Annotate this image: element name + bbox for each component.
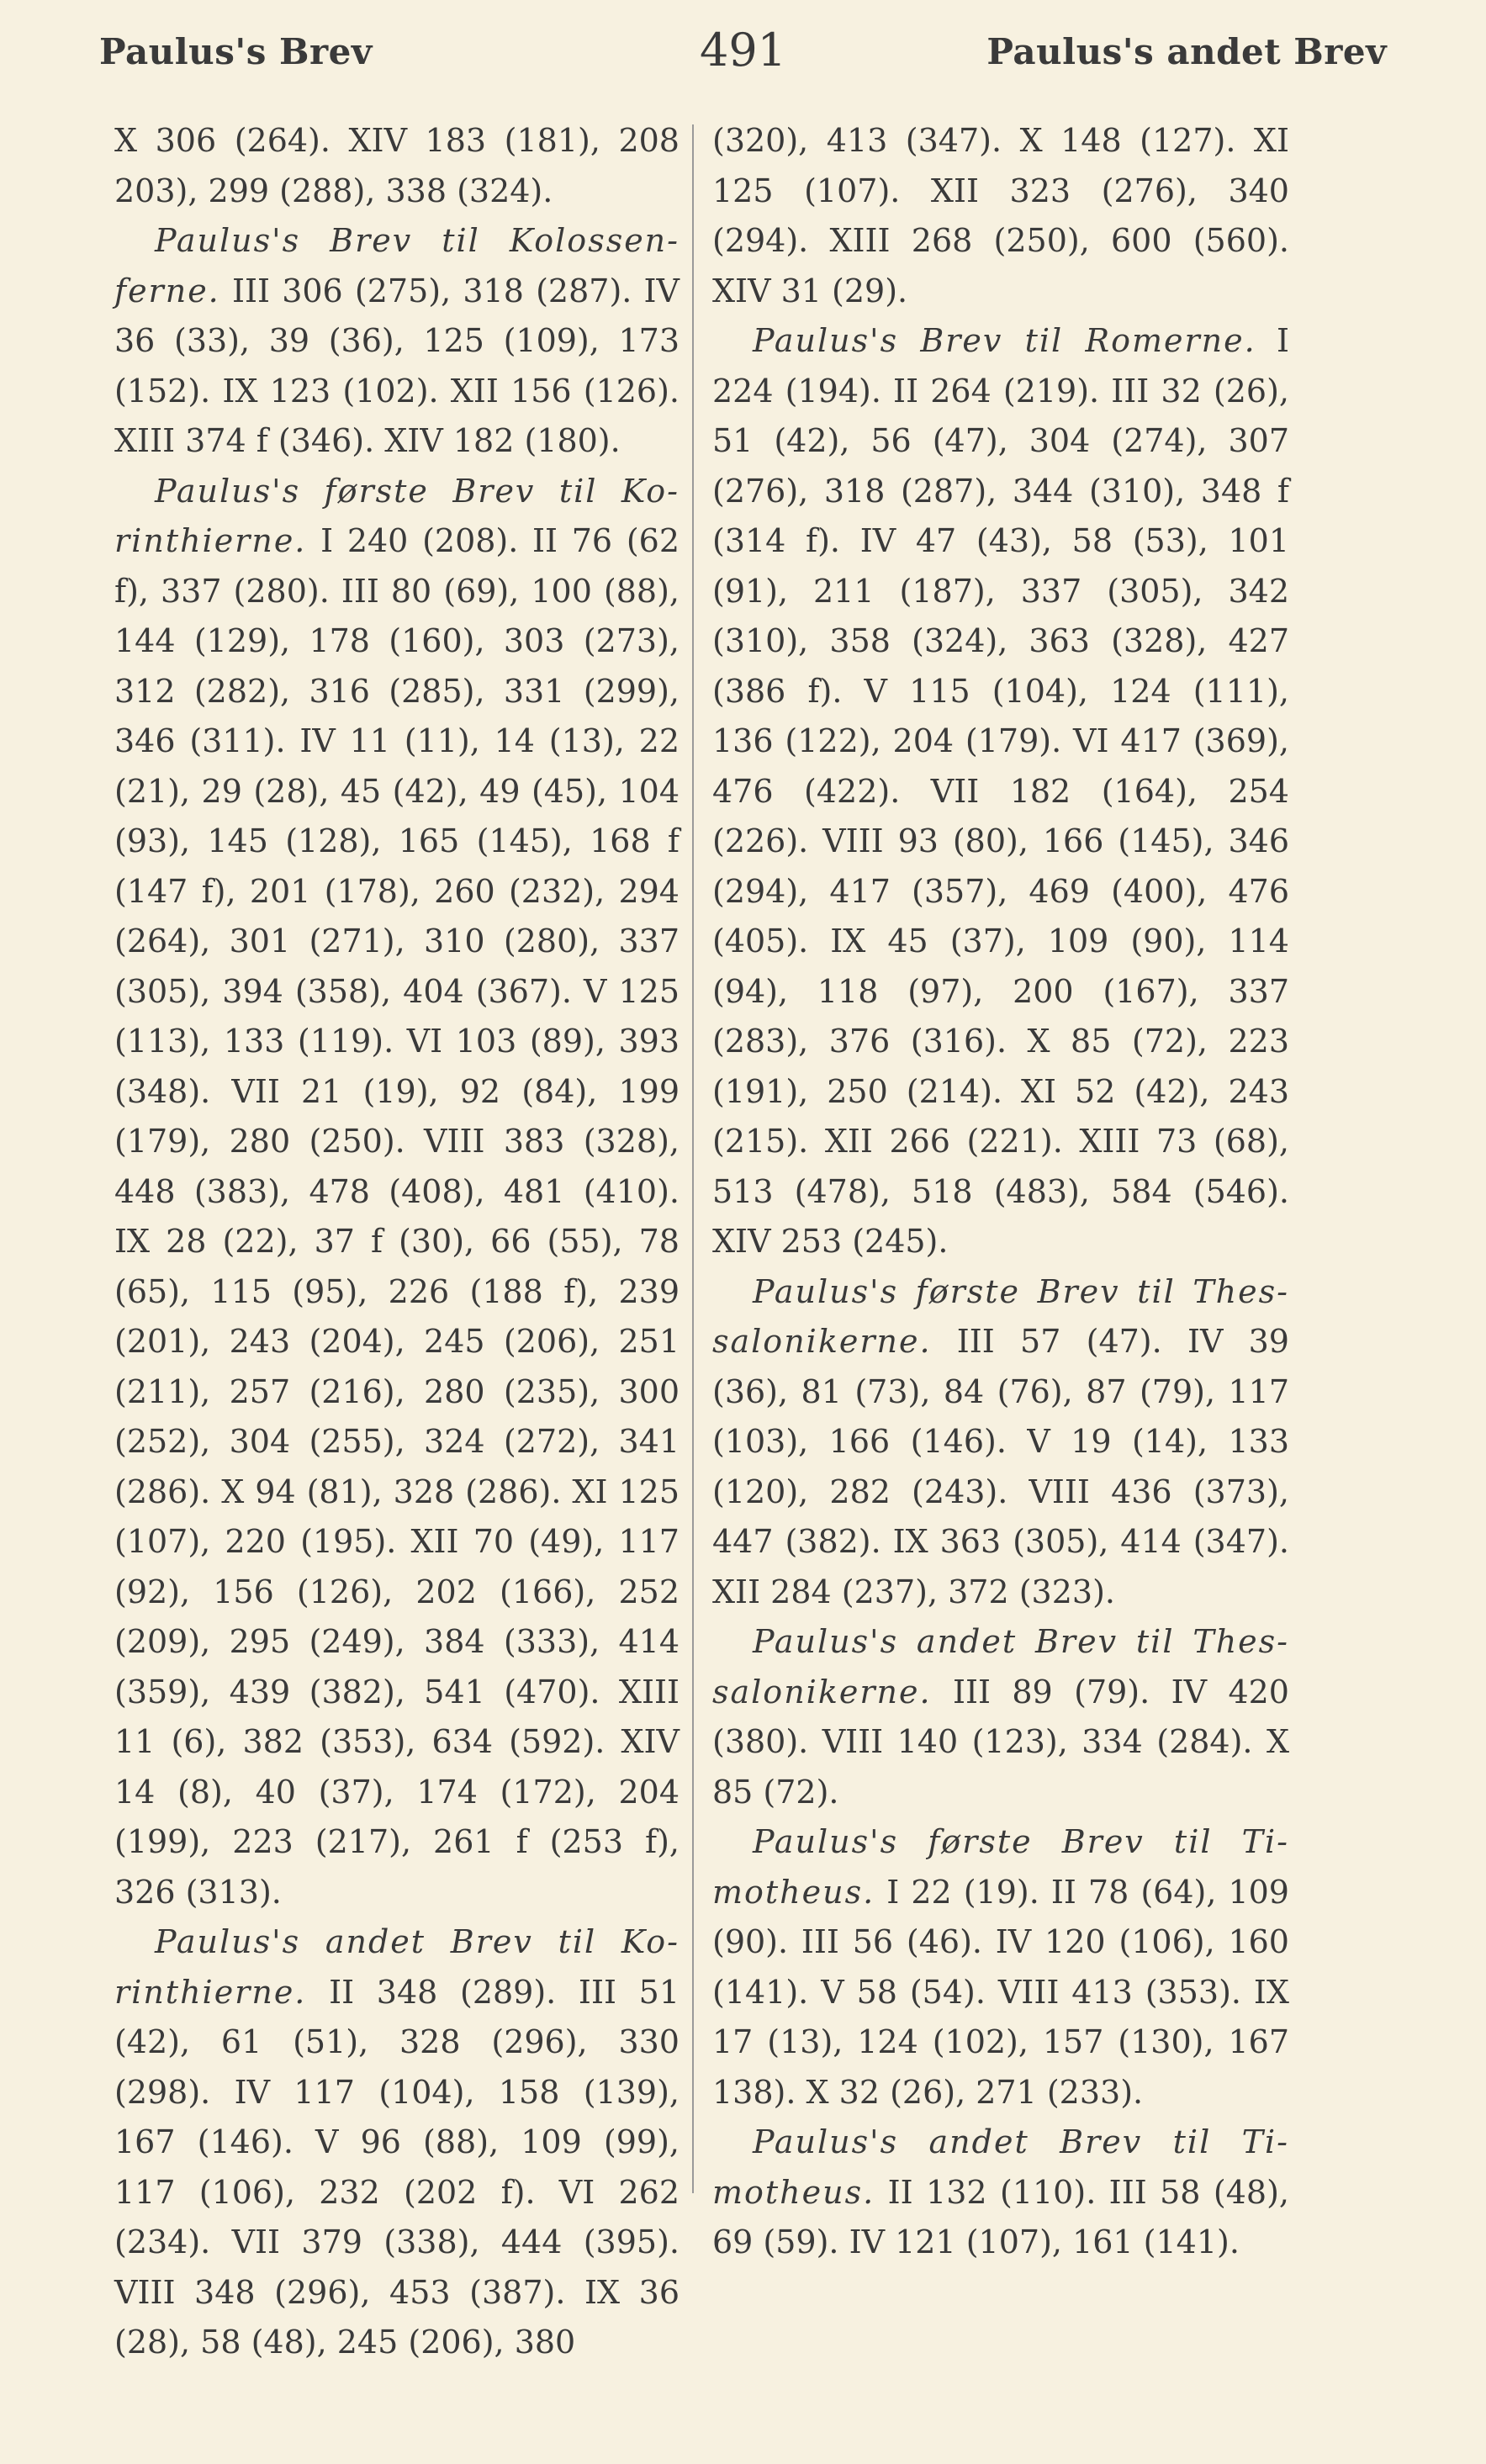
running-header (99, 22, 1387, 81)
entry-references: X 306 (264). XIV 183 (181), 208 203), 299 (288), 338 (324). (114, 122, 680, 209)
index-entry (114, 1917, 680, 2368)
entry-references: III 306 (275), 318 (287). IV 36 (33), 39 (36), 125 (109), 173 (152). IX 123 (102). XII 156 (126). XIII 374 f (346). XIV 182 (180). (114, 272, 680, 459)
entry-title: Paulus's første Brev til Thes-salonikerne. (712, 1272, 1289, 1360)
entry-references: II 132 (110). III 58 (48), 69 (59). IV 121 (107), 161 (141). (712, 2173, 1289, 2260)
index-entry (712, 1267, 1289, 1618)
index-entry (712, 2118, 1289, 2268)
entry-references: I 224 (194). II 264 (219). III 32 (26), 51 (42), 56 (47), 304 (274), 307 (276), 318 (287), 344 (310), 348 f (314 f). IV 47 (43), 58 (53), 101 (91), 211 (187), 337 (305), 342 (310), 358 (324), 363 (328), 427 (386 f). V 115 (104), 124 (111), 136 (122), 204 (179). VI 417 (369), 476 (422). VII 182 (164), 254 (226). VIII 93 (80), 166 (145), 346 (294), 417 (357), 469 (400), 476 (405). IX 45 (37), 109 (90), 114 (94), 118 (97), 200 (167), 337 (283), 376 (316). X 85 (72), 223 (191), 250 (214). XI 52 (42), 243 (215). XII 266 (221). XIII 73 (68), 513 (478), 518 (483), 584 (546). XIV 253 (245). (712, 322, 1289, 1260)
index-entry (114, 116, 680, 216)
left-column (114, 116, 680, 2368)
page-number: 491 (699, 24, 787, 77)
header-right: Paulus's andet Brev (986, 30, 1387, 72)
column-divider (692, 124, 694, 2193)
entry-title: Paulus's andet Brev til Ti-motheus. (712, 2123, 1289, 2211)
entry-references: I 240 (208). II 76 (62 f), 337 (280). III 80 (69), 100 (88), 144 (129), 178 (160), 303 (273), 312 (282), 316 (285), 331 (299), 346 (311). IV 11 (11), 14 (13), 22 (21), 29 (28), 45 (42), 49 (45), 104 (93), 145 (128), 165 (145), 168 f (147 f), 201 (178), 260 (232), 294 (264), 301 (271), 310 (280), 337 (305), 394 (358), 404 (367). V 125 (113), 133 (119). VI 103 (89), 393 (348). VII 21 (19), 92 (84), 199 (179), 280 (250). VIII 383 (328), 448 (383), 478 (408), 481 (410). IX 28 (22), 37 f (30), 66 (55), 78 (65), 115 (95), 226 (188 f), 239 (201), 243 (204), 245 (206), 251 (211), 257 (216), 280 (235), 300 (252), 304 (255), 324 (272), 341 (286). X 94 (81), 328 (286). XI 125 (107), 220 (195). XII 70 (49), 117 (92), 156 (126), 202 (166), 252 (209), 295 (249), 384 (333), 414 (359), 439 (382), 541 (470). XIII 11 (6), 382 (353), 634 (592). XIV 14 (8), 40 (37), 174 (172), 204 (199), 223 (217), 261 f (253 f), 326 (313). (114, 522, 680, 1911)
entry-title: Paulus's Brev til Kolossen-ferne. (114, 222, 680, 309)
entry-references: I 22 (19). II 78 (64), 109 (90). III 56 (46). IV 120 (106), 160 (141). V 58 (54). VIII 413 (353). IX 17 (13), 124 (102), 157 (130), 167 138). X 32 (26), 271 (233). (712, 1873, 1289, 2111)
entry-title: Paulus's Brev til Romerne. (753, 322, 1256, 359)
entry-title: Paulus's første Brev til Ko-rinthierne. (114, 472, 680, 559)
entry-title: Paulus's andet Brev til Ko-rinthierne. (114, 1923, 680, 2011)
right-column (712, 116, 1289, 2268)
entry-references: (320), 413 (347). X 148 (127). XI 125 (107). XII 323 (276), 340 (294). XIII 268 (250), 600 (560). XIV 31 (29). (712, 122, 1289, 309)
entry-references: III 57 (47). IV 39 (36), 81 (73), 84 (76), 87 (79), 117 (103), 166 (146). V 19 (14), 133 (120), 282 (243). VIII 436 (373), 447 (382). IX 363 (305), 414 (347). XII 284 (237), 372 (323). (712, 1323, 1289, 1610)
header-left: Paulus's Brev (99, 30, 373, 72)
index-entry (114, 467, 680, 1918)
entry-references: II 348 (289). III 51 (42), 61 (51), 328 (296), 330 (298). IV 117 (104), 158 (139), 167 (146). V 96 (88), 109 (99), 117 (106), 232 (202 f). VI 262 (234). VII 379 (338), 444 (395). VIII 348 (296), 453 (387). IX 36 (28), 58 (48), 245 (206), 380 (114, 1973, 680, 2361)
index-entry (114, 216, 680, 467)
index-entry (712, 316, 1289, 1267)
entry-title: Paulus's første Brev til Ti-motheus. (712, 1823, 1289, 1911)
entry-references: III 89 (79). IV 420 (380). VIII 140 (123), 334 (284). X 85 (72). (712, 1673, 1289, 1811)
index-entry (712, 1617, 1289, 1817)
index-entry (712, 116, 1289, 316)
entry-title: Paulus's andet Brev til Thes-salonikerne. (712, 1623, 1289, 1711)
index-entry (712, 1817, 1289, 2118)
